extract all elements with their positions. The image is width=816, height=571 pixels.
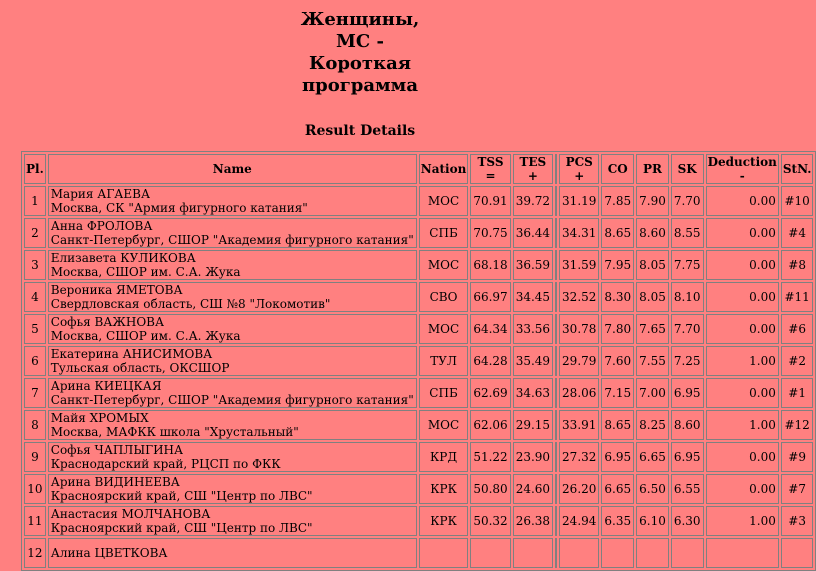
skater-club: Красноярский край, СШ "Центр по ЛВС" xyxy=(50,521,313,535)
col-name: Name xyxy=(48,154,417,184)
skater-club: Санкт-Петербург, СШОР "Академия фигурного катания" xyxy=(50,233,414,247)
cell-spacer xyxy=(555,378,557,408)
cell-stn: #3 xyxy=(781,506,814,536)
cell-nation: СВО xyxy=(419,282,469,312)
cell-place: 10 xyxy=(24,474,46,504)
cell-tss: 68.18 xyxy=(470,250,510,280)
cell-deduction: 1.00 xyxy=(706,506,779,536)
cell-co: 8.30 xyxy=(601,282,634,312)
skater-club: Санкт-Петербург, СШОР "Академия фигурного катания" xyxy=(50,393,414,407)
cell-deduction xyxy=(706,538,779,568)
cell-spacer xyxy=(555,218,557,248)
cell-spacer xyxy=(555,186,557,216)
cell-nation: КРК xyxy=(419,506,469,536)
title-line: Женщины, xyxy=(300,9,420,30)
cell-place: 9 xyxy=(24,442,46,472)
table-row xyxy=(24,378,813,408)
col-pcs xyxy=(559,154,599,184)
skater-name: Алина ЦВЕТКОВА xyxy=(50,546,168,560)
cell-place: 7 xyxy=(24,378,46,408)
cell-co: 8.65 xyxy=(601,218,634,248)
cell-nation: МОС xyxy=(419,186,469,216)
cell-co: 7.95 xyxy=(601,250,634,280)
cell-stn: #9 xyxy=(781,442,814,472)
page-title xyxy=(0,9,720,97)
cell-stn: #4 xyxy=(781,218,814,248)
cell-nation: КРК xyxy=(419,474,469,504)
cell-sk xyxy=(671,538,704,568)
cell-nation: МОС xyxy=(419,410,469,440)
cell-sk: 7.70 xyxy=(671,314,704,344)
cell-deduction: 1.00 xyxy=(706,410,779,440)
cell-pcs: 32.52 xyxy=(559,282,599,312)
cell-pcs: 24.94 xyxy=(559,506,599,536)
cell-stn: #2 xyxy=(781,346,814,376)
col-tss xyxy=(470,154,510,184)
cell-pcs: 33.91 xyxy=(559,410,599,440)
cell-deduction: 0.00 xyxy=(706,218,779,248)
skater-name: Мария АГАЕВА xyxy=(50,187,151,201)
cell-place: 11 xyxy=(24,506,46,536)
cell-tes: 33.56 xyxy=(513,314,553,344)
table-row xyxy=(24,474,813,504)
cell-name xyxy=(48,314,417,344)
cell-name xyxy=(48,538,417,568)
cell-pr: 8.25 xyxy=(636,410,669,440)
cell-deduction: 0.00 xyxy=(706,378,779,408)
cell-sk: 7.75 xyxy=(671,250,704,280)
cell-pr: 8.05 xyxy=(636,282,669,312)
cell-co: 7.60 xyxy=(601,346,634,376)
cell-name xyxy=(48,474,417,504)
cell-tes: 36.59 xyxy=(513,250,553,280)
cell-sk: 6.95 xyxy=(671,378,704,408)
skater-club: Москва, СШОР им. С.А. Жука xyxy=(50,265,241,279)
skater-club: Москва, МАФКК школа "Хрустальный" xyxy=(50,425,299,439)
col-spacer xyxy=(555,154,557,184)
cell-tss: 64.28 xyxy=(470,346,510,376)
col-pcs-op: + xyxy=(574,169,585,183)
cell-pcs: 34.31 xyxy=(559,218,599,248)
cell-sk: 8.10 xyxy=(671,282,704,312)
skater-name: Вероника ЯМЕТОВА xyxy=(50,283,183,297)
cell-stn: #8 xyxy=(781,250,814,280)
cell-co xyxy=(601,538,634,568)
cell-spacer xyxy=(555,442,557,472)
table-row xyxy=(24,250,813,280)
skater-name: Анастасия МОЛЧАНОВА xyxy=(50,507,211,521)
cell-place: 8 xyxy=(24,410,46,440)
skater-name: Софья ЧАПЛЫГИНА xyxy=(50,443,184,457)
cell-tss: 50.80 xyxy=(470,474,510,504)
results-table xyxy=(21,151,816,571)
cell-pr: 7.90 xyxy=(636,186,669,216)
cell-pr: 6.10 xyxy=(636,506,669,536)
section-subtitle: Result Details xyxy=(304,123,416,139)
cell-spacer xyxy=(555,506,557,536)
cell-deduction: 0.00 xyxy=(706,250,779,280)
cell-pcs: 26.20 xyxy=(559,474,599,504)
cell-pr: 8.05 xyxy=(636,250,669,280)
cell-spacer xyxy=(555,250,557,280)
table-row xyxy=(24,538,813,568)
cell-deduction: 0.00 xyxy=(706,442,779,472)
skater-club: Краснодарский край, РЦСП по ФКК xyxy=(50,457,281,471)
cell-stn: #11 xyxy=(781,282,814,312)
cell-tss: 51.22 xyxy=(470,442,510,472)
table-row xyxy=(24,442,813,472)
cell-stn: #7 xyxy=(781,474,814,504)
cell-pr: 7.65 xyxy=(636,314,669,344)
cell-deduction: 0.00 xyxy=(706,186,779,216)
cell-place: 6 xyxy=(24,346,46,376)
cell-tes: 34.45 xyxy=(513,282,553,312)
cell-place: 4 xyxy=(24,282,46,312)
cell-pr: 6.50 xyxy=(636,474,669,504)
cell-co: 6.35 xyxy=(601,506,634,536)
col-tes xyxy=(513,154,553,184)
cell-deduction: 0.00 xyxy=(706,282,779,312)
cell-sk: 8.55 xyxy=(671,218,704,248)
cell-nation: СПБ xyxy=(419,218,469,248)
skater-club: Свердловская область, СШ №8 "Локомотив" xyxy=(50,297,331,311)
cell-pr: 6.65 xyxy=(636,442,669,472)
skater-name: Анна ФРОЛОВА xyxy=(50,219,153,233)
cell-name xyxy=(48,506,417,536)
col-tss-op: = xyxy=(485,169,496,183)
cell-tes: 35.49 xyxy=(513,346,553,376)
table-row xyxy=(24,218,813,248)
cell-sk: 6.30 xyxy=(671,506,704,536)
col-pl: Pl. xyxy=(24,154,46,184)
cell-place: 5 xyxy=(24,314,46,344)
skater-club: Москва, СК "Армия фигурного катания" xyxy=(50,201,308,215)
cell-sk: 6.95 xyxy=(671,442,704,472)
cell-name xyxy=(48,378,417,408)
skater-club: Москва, СШОР им. С.А. Жука xyxy=(50,329,241,343)
cell-co: 8.65 xyxy=(601,410,634,440)
cell-tes: 34.63 xyxy=(513,378,553,408)
table-header-row xyxy=(24,154,813,184)
title-line: программа xyxy=(302,75,418,96)
cell-nation: КРД xyxy=(419,442,469,472)
skater-name: Екатерина АНИСИМОВА xyxy=(50,347,213,361)
skater-name: Софья ВАЖНОВА xyxy=(50,315,165,329)
cell-co: 6.95 xyxy=(601,442,634,472)
table-row xyxy=(24,506,813,536)
cell-spacer xyxy=(555,282,557,312)
cell-nation: СПБ xyxy=(419,378,469,408)
col-co: CO xyxy=(601,154,634,184)
title-line: Короткая xyxy=(308,53,412,74)
cell-spacer xyxy=(555,474,557,504)
cell-nation xyxy=(419,538,469,568)
cell-pr xyxy=(636,538,669,568)
cell-tss: 66.97 xyxy=(470,282,510,312)
cell-place: 3 xyxy=(24,250,46,280)
title-line: МС - xyxy=(336,31,384,52)
cell-sk: 6.55 xyxy=(671,474,704,504)
cell-pcs: 28.06 xyxy=(559,378,599,408)
cell-place: 12 xyxy=(24,538,46,568)
cell-stn: #10 xyxy=(781,186,814,216)
cell-sk: 7.25 xyxy=(671,346,704,376)
col-deduction-label: Deduction xyxy=(707,155,777,169)
cell-deduction: 0.00 xyxy=(706,314,779,344)
skater-name: Майя ХРОМЫХ xyxy=(50,411,149,425)
cell-tss: 62.69 xyxy=(470,378,510,408)
cell-tss: 70.75 xyxy=(470,218,510,248)
cell-place: 2 xyxy=(24,218,46,248)
cell-pcs: 29.79 xyxy=(559,346,599,376)
skater-club: Тульская область, ОКСШОР xyxy=(50,361,230,375)
cell-nation: МОС xyxy=(419,250,469,280)
cell-stn xyxy=(781,538,814,568)
cell-name xyxy=(48,410,417,440)
cell-stn: #12 xyxy=(781,410,814,440)
cell-pcs: 27.32 xyxy=(559,442,599,472)
cell-place: 1 xyxy=(24,186,46,216)
cell-name xyxy=(48,186,417,216)
cell-nation: МОС xyxy=(419,314,469,344)
col-tss-label: TSS xyxy=(477,155,504,169)
col-tes-op: + xyxy=(527,169,538,183)
skater-name: Арина ВИДИНЕЕВА xyxy=(50,475,180,489)
cell-deduction: 0.00 xyxy=(706,474,779,504)
cell-pcs xyxy=(559,538,599,568)
cell-spacer xyxy=(555,346,557,376)
cell-spacer xyxy=(555,314,557,344)
cell-tes: 36.44 xyxy=(513,218,553,248)
cell-stn: #6 xyxy=(781,314,814,344)
cell-tes: 39.72 xyxy=(513,186,553,216)
skater-name: Арина КИЕЦКАЯ xyxy=(50,379,162,393)
col-stn: StN. xyxy=(781,154,814,184)
cell-deduction: 1.00 xyxy=(706,346,779,376)
cell-co: 7.80 xyxy=(601,314,634,344)
cell-spacer xyxy=(555,410,557,440)
cell-spacer xyxy=(555,538,557,568)
cell-name xyxy=(48,442,417,472)
cell-tss: 64.34 xyxy=(470,314,510,344)
cell-pr: 8.60 xyxy=(636,218,669,248)
cell-tss: 50.32 xyxy=(470,506,510,536)
cell-name xyxy=(48,218,417,248)
cell-pcs: 30.78 xyxy=(559,314,599,344)
cell-co: 7.85 xyxy=(601,186,634,216)
col-deduction-op: - xyxy=(739,169,745,183)
cell-name xyxy=(48,282,417,312)
cell-sk: 8.60 xyxy=(671,410,704,440)
col-pr: PR xyxy=(636,154,669,184)
skater-name: Елизавета КУЛИКОВА xyxy=(50,251,196,265)
cell-name xyxy=(48,250,417,280)
cell-tes: 23.90 xyxy=(513,442,553,472)
cell-tes: 29.15 xyxy=(513,410,553,440)
cell-name xyxy=(48,346,417,376)
cell-co: 7.15 xyxy=(601,378,634,408)
col-sk: SK xyxy=(671,154,704,184)
cell-pr: 7.55 xyxy=(636,346,669,376)
cell-tes: 26.38 xyxy=(513,506,553,536)
cell-pcs: 31.59 xyxy=(559,250,599,280)
table-row xyxy=(24,186,813,216)
cell-nation: ТУЛ xyxy=(419,346,469,376)
cell-stn: #1 xyxy=(781,378,814,408)
table-row xyxy=(24,282,813,312)
col-deduction xyxy=(706,154,779,184)
table-row xyxy=(24,410,813,440)
cell-pcs: 31.19 xyxy=(559,186,599,216)
col-tes-label: TES xyxy=(519,155,547,169)
col-pcs-label: PCS xyxy=(565,155,593,169)
table-row xyxy=(24,346,813,376)
cell-tss xyxy=(470,538,510,568)
col-nation: Nation xyxy=(419,154,469,184)
cell-co: 6.65 xyxy=(601,474,634,504)
cell-pr: 7.00 xyxy=(636,378,669,408)
cell-tss: 70.91 xyxy=(470,186,510,216)
table-row xyxy=(24,314,813,344)
cell-tss: 62.06 xyxy=(470,410,510,440)
cell-tes xyxy=(513,538,553,568)
cell-sk: 7.70 xyxy=(671,186,704,216)
cell-tes: 24.60 xyxy=(513,474,553,504)
skater-club: Красноярский край, СШ "Центр по ЛВС" xyxy=(50,489,313,503)
